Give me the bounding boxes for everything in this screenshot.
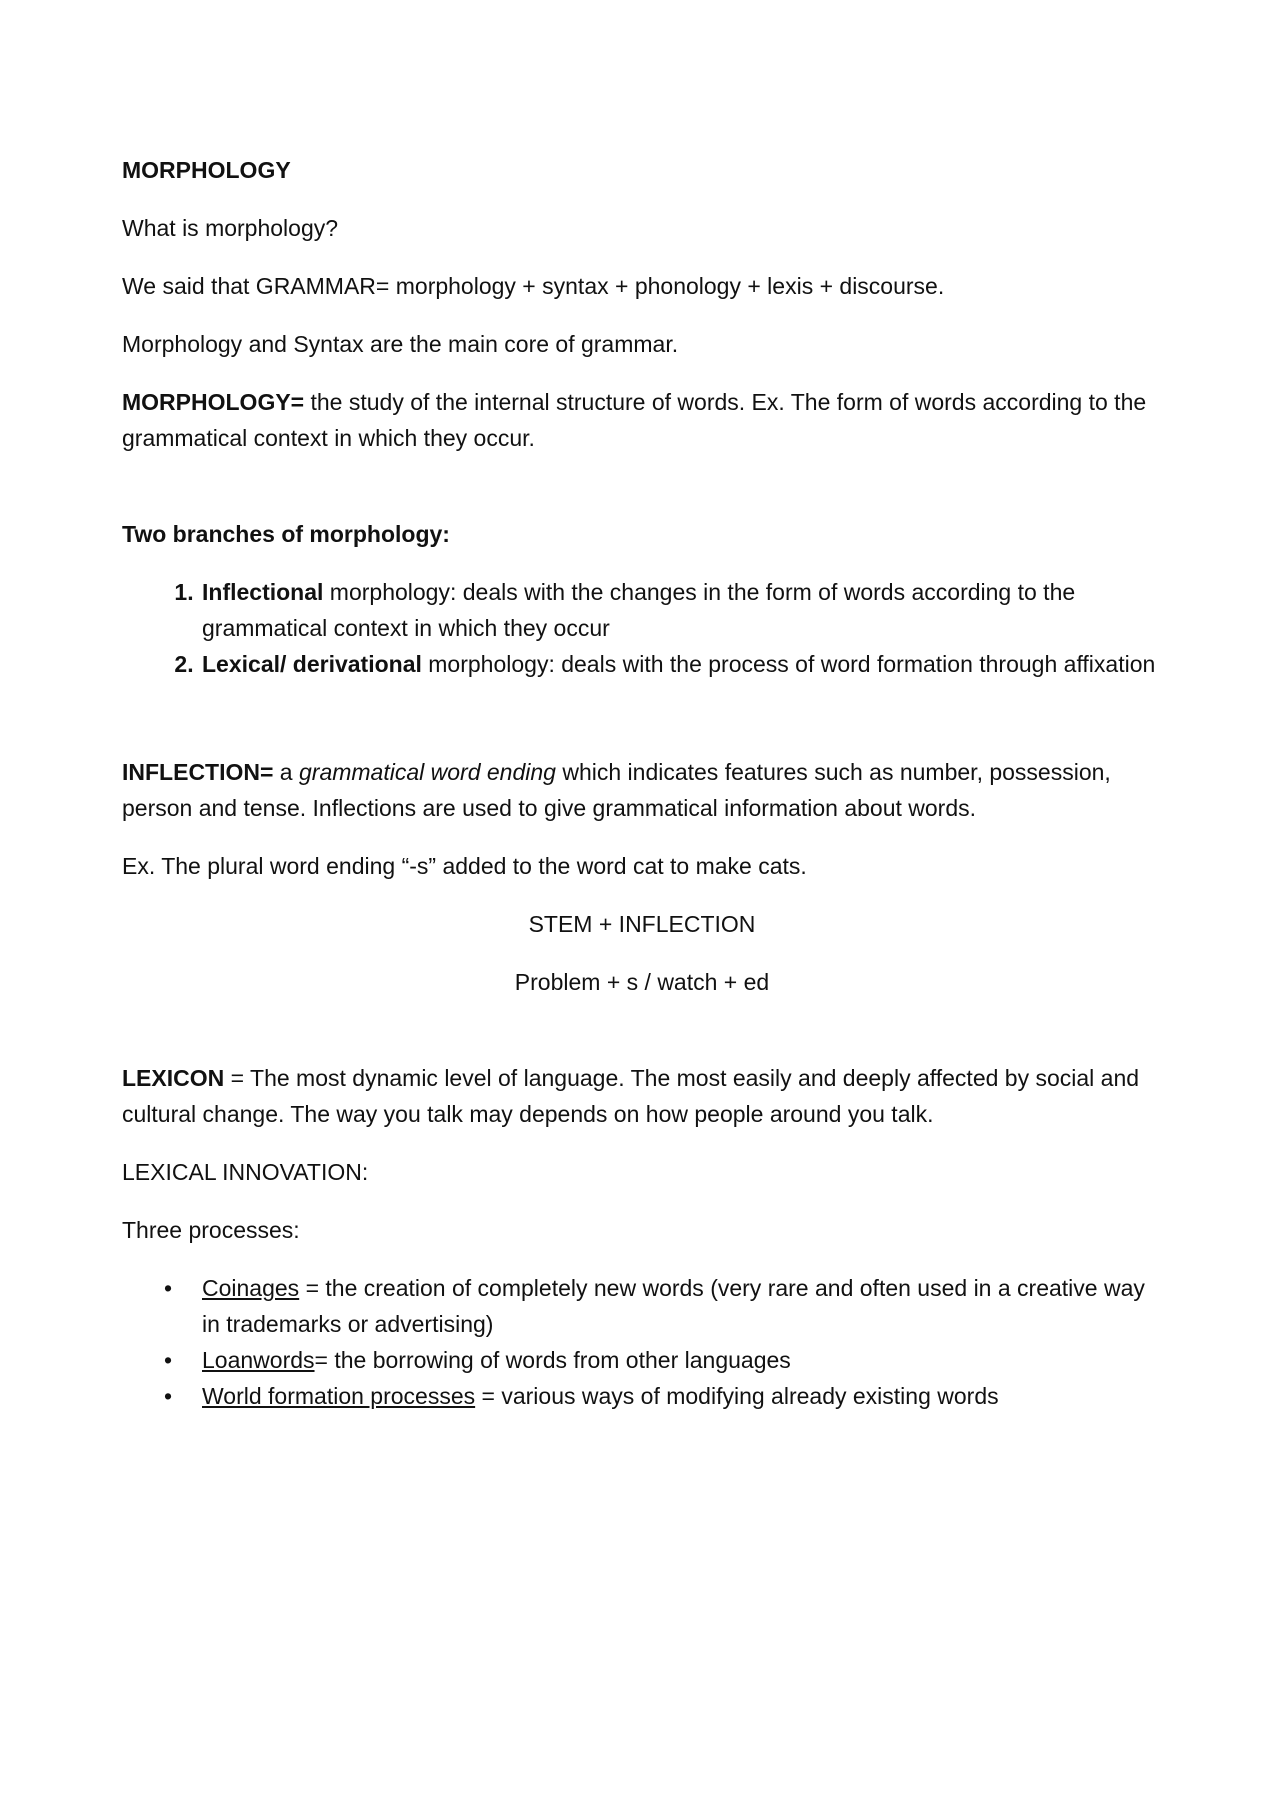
bullet-icon: • [164, 1275, 173, 1301]
lexicon-term: LEXICON [122, 1065, 225, 1091]
branch-text: morphology: deals with the changes in the form of words according to the grammatical context in which they occur [202, 579, 1076, 641]
process-term: Loanwords [202, 1347, 315, 1373]
process-term: Coinages [202, 1275, 300, 1301]
bullet-icon: • [164, 1347, 173, 1373]
question-line: What is morphology? [122, 215, 339, 241]
branch-text: morphology: deals with the process of word formation through affixation [421, 651, 1156, 677]
lexical-innovation-heading: LEXICAL INNOVATION: [122, 1159, 369, 1185]
branch-term: Lexical/ derivational [202, 651, 422, 677]
inflection-definition: INFLECTION= a grammatical word ending which indicates features such as number, possession, person and tense. Inflections are used to give grammatical information about words. [122, 759, 1111, 821]
processes-list [122, 1270, 1162, 1414]
list-item [200, 574, 1162, 646]
inflection-example: Ex. The plural word ending “-s” added to the word cat to make cats. [122, 853, 807, 879]
morphology-definition [122, 384, 1162, 456]
inflection-formula-example: Problem + s / watch + ed [514, 969, 770, 995]
branches-list [122, 574, 1162, 682]
list-item: • Loanwords= the borrowing of words from other languages [200, 1342, 1162, 1378]
processes-heading: Three processes: [122, 1217, 300, 1243]
document-title: MORPHOLOGY [122, 157, 291, 183]
core-statement: Morphology and Syntax are the main core of grammar. [122, 331, 679, 357]
inflection-italic: grammatical word ending [299, 759, 556, 785]
document-page [122, 152, 1162, 1436]
bullet-icon: • [164, 1383, 173, 1409]
lexicon-definition: LEXICON = The most dynamic level of language. The most easily and deeply affected by social and cultural change. The way you talk may depends on how people around you talk. [122, 1065, 1140, 1127]
list-item [200, 646, 1162, 682]
inflection-formula: STEM + INFLECTION [528, 911, 756, 937]
branch-term: Inflectional [202, 579, 324, 605]
inflection-term: INFLECTION= [122, 759, 274, 785]
list-item: • Coinages = the creation of completely new words (very rare and often used in a creative way in trademarks or advertising) [200, 1270, 1162, 1342]
list-item: • World formation processes = various ways of modifying already existing words [200, 1378, 1162, 1414]
grammar-formula: We said that GRAMMAR= morphology + syntax + phonology + lexis + discourse. [122, 273, 945, 299]
definition-text: the study of the internal structure of words. Ex. The form of words according to the grammatical context in which they occur. [122, 389, 1147, 451]
branches-heading: Two branches of morphology: [122, 521, 450, 547]
process-term: World formation processes [202, 1383, 476, 1409]
definition-term: MORPHOLOGY= [122, 389, 305, 415]
